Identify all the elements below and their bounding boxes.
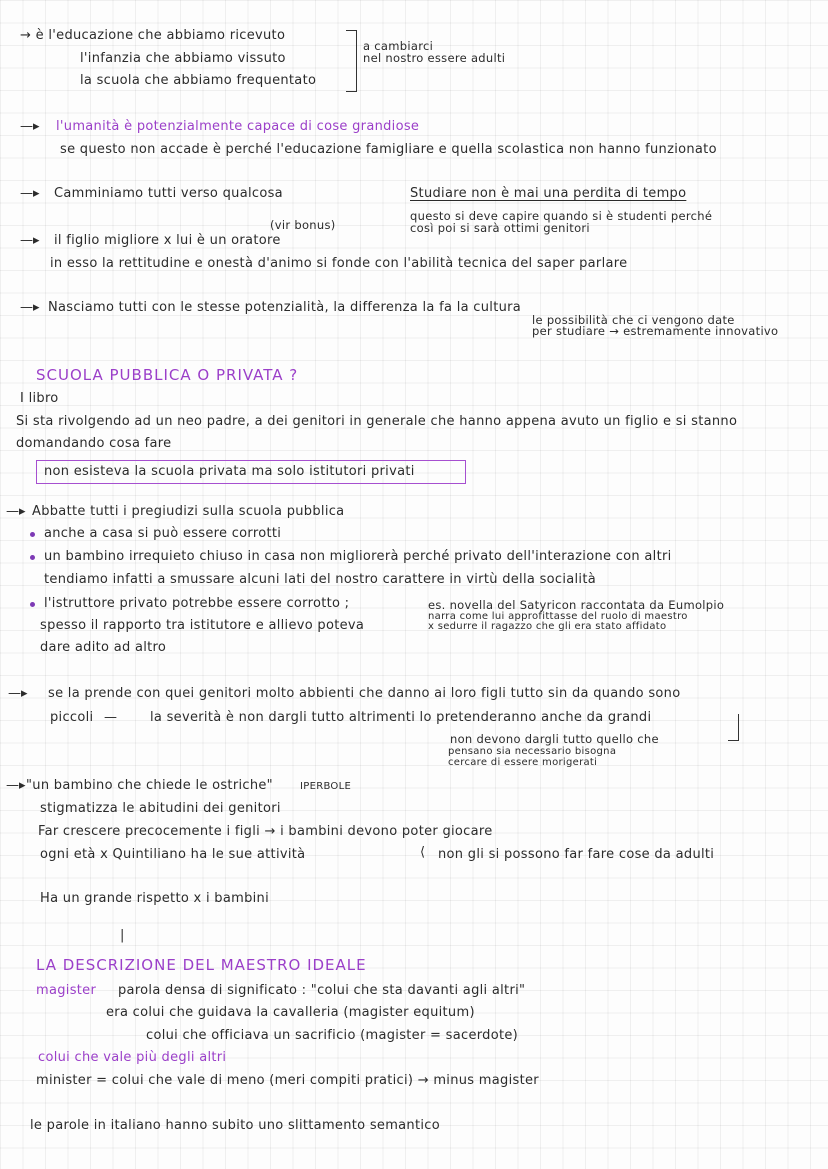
bullet [30,555,35,560]
arrow-icon: —▸ [20,186,40,201]
s8-line3: colui che officiava un sacrificio (magister = sacerdote) [146,1028,519,1043]
curve-arrow-icon: ⟨ [420,845,426,860]
s5-bullet2a: un bambino irrequieto chiuso in casa non migliorerà perché privato dell'interazione con altri [44,549,672,564]
s7-line4: ogni età x Quintiliano ha le sue attività [40,847,306,862]
s1-bracket [346,30,357,92]
s7-line4b: non gli si possono far fare cose da adulti [438,847,715,862]
s2-line2: se questo non accade è perché l'educazione famigliare e quella scolastica non hanno funzionato [60,142,717,157]
s4-right1: le possibilità che ci vengono date [532,313,735,327]
s7-iperbole: IPERBOLE [300,781,352,792]
s8-line5: minister = colui che vale di meno (meri compiti pratici) → minus magister [36,1073,539,1088]
arrow-icon: —▸ [20,233,40,248]
s7-line1: "un bambino che chiede le ostriche" [26,778,273,793]
s5-boxed: non esisteva la scuola privata ma solo istitutori privati [44,464,415,479]
s5-bullet3b: spesso il rapporto tra istitutore e allievo poteva [40,618,365,633]
s1-line3: la scuola che abbiamo frequentato [80,73,317,88]
s8-line2: era colui che guidava la cavalleria (magister equitum) [106,1005,475,1020]
arrow-icon: —▸ [8,686,28,701]
s1-right1: a cambiarci [363,39,434,53]
s6-bracket [728,714,739,741]
s7-line3: Far crescere precocemente i figli → i bambini devono poter giocare [38,824,493,839]
heading-maestro: LA DESCRIZIONE DEL MAESTRO IDEALE [36,956,367,974]
s5-line2: Si sta rivolgendo ad un neo padre, a dei genitori in generale che hanno appena avuto un figlio e si stanno [16,414,738,429]
s5-es1: es. novella del Satyricon raccontata da Eumolpio [428,598,725,612]
s6-right1: non devono dargli tutto quello che [450,732,659,746]
s3-vir-bonus: (vir bonus) [270,218,336,232]
s8-line6: le parole in italiano hanno subito uno slittamento semantico [30,1118,440,1133]
s6-right3: cercare di essere morigerati [448,757,598,768]
s6-line2a: piccoli [50,710,94,725]
s1-line2: l'infanzia che abbiamo vissuto [80,51,286,66]
s7-line5: Ha un grande rispetto x i bambini [40,891,269,906]
s2-line1: l'umanità è potenzialmente capace di cose grandiose [56,119,420,134]
s7-line2: stigmatizza le abitudini dei genitori [40,801,281,816]
down-arrow-icon: | [120,928,125,943]
s8-line1: parola densa di significato : "colui che sta davanti agli altri" [118,983,526,998]
s5-bullet3a: l'istruttore privato potrebbe essere corrotto ; [44,596,350,611]
dash-icon: — [104,710,117,725]
arrow-icon: —▸ [6,504,26,519]
s8-line4: colui che vale più degli altri [38,1050,227,1065]
s5-line1: I libro [20,391,59,406]
s5-es2: narra come lui approfittasse del ruolo di maestro [428,611,688,622]
s1-right2: nel nostro essere adulti [363,51,506,65]
s5-bullet3c: dare adito ad altro [40,640,167,655]
s4-line1: Nasciamo tutti con le stesse potenzialità, la differenza la fa la cultura [48,300,522,315]
s5-bullet2b: tendiamo infatti a smussare alcuni lati del nostro carattere in virtù della socialità [44,572,597,587]
arrow-icon: —▸ [6,778,26,793]
bullet [30,602,35,607]
s6-line2b: la severità è non dargli tutto altrimenti lo pretenderanno anche da grandi [150,710,652,725]
s6-line1: se la prende con quei genitori molto abbienti che danno ai loro figli tutto sin da quando sono [48,686,681,701]
s5-bullet1: anche a casa si può essere corrotti [44,526,282,541]
s5-line3: domandando cosa fare [16,436,172,451]
bullet [30,532,35,537]
arrow-icon: —▸ [20,300,40,315]
s6-right2: pensano sia necessario bisogna [448,746,617,757]
s4-right2: per studiare → estremamente innovativo [532,324,779,338]
s5-line4: Abbatte tutti i pregiudizi sulla scuola pubblica [32,504,345,519]
s3-line1: Camminiamo tutti verso qualcosa [54,186,283,201]
s3-line2: il figlio migliore x lui è un oratore [54,233,281,248]
s3-right1: Studiare non è mai una perdita di tempo [410,186,687,201]
s8-magister: magister [36,983,97,998]
s3-line3: in esso la rettitudine e onestà d'animo si fonde con l'abilità tecnica del saper parlare [50,256,628,271]
s3-right3: così poi si sarà ottimi genitori [410,221,590,235]
heading-scuola: SCUOLA PUBBLICA O PRIVATA ? [36,366,299,384]
s1-line1: → è l'educazione che abbiamo ricevuto [20,28,286,43]
s3-right2: questo si deve capire quando si è studenti perché [410,209,713,223]
arrow-icon: —▸ [20,119,40,134]
s5-es3: x sedurre il ragazzo che gli era stato affidato [428,621,667,632]
